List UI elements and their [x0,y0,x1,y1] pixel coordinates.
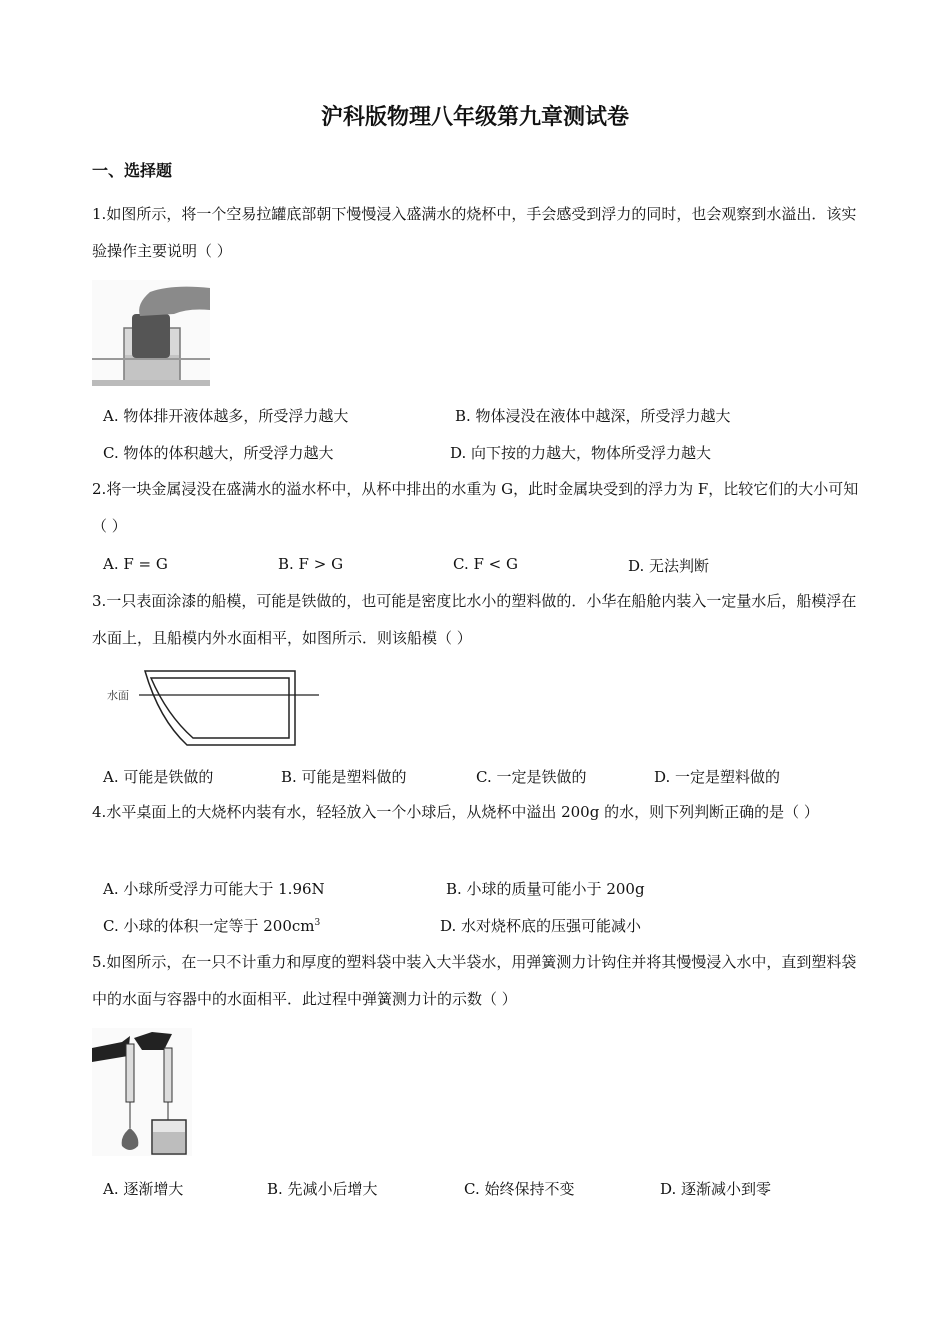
question-1 [92,196,867,270]
option-a[interactable]: A. 物体排开液体越多，所受浮力越大 [103,407,349,425]
question-5 [92,944,867,1018]
option-a[interactable]: A. 小球所受浮力可能大于 1.96N [103,880,325,898]
page-title: 沪科版物理八年级第九章测试卷 [320,105,629,130]
question-number: 1. [92,205,107,223]
option-d[interactable]: D. 逐渐减小到零 [660,1180,772,1198]
question-3 [92,583,867,657]
section-heading: 一、选择题 [92,161,173,180]
option-a[interactable]: A. 逐渐增大 [103,1180,184,1198]
question-number: 3. [92,592,107,610]
can-in-beaker-photo [92,280,210,386]
option-c[interactable]: C. 始终保持不变 [464,1180,575,1198]
question-number: 4. [92,803,107,821]
option-c[interactable]: C. 一定是铁做的 [476,768,587,786]
option-d[interactable]: D. 一定是塑料做的 [654,768,781,786]
option-c-text: C. 小球的体积一定等于 200cm [103,917,315,935]
spring-scale-photo [92,1028,192,1156]
question-text: 如图所示，将一个空易拉罐底部朝下慢慢浸入盛满水的烧杯中，手会感受到浮力的同时，也会观察到水溢出．该实验操作主要说明（ ） [92,205,857,260]
option-d[interactable]: D. 无法判断 [628,557,710,575]
option-c[interactable]: C. F < G [453,555,518,573]
option-b[interactable]: B. 小球的质量可能小于 200g [446,880,645,898]
water-surface-label: 水面 [107,689,129,702]
option-c[interactable]: C. 物体的体积越大，所受浮力越大 [103,444,334,462]
option-b[interactable]: B. 物体浸没在液体中越深，所受浮力越大 [455,407,731,425]
question-number: 5. [92,953,107,971]
question-number: 2. [92,480,107,498]
option-b[interactable]: B. 先减小后增大 [267,1180,378,1198]
question-text: 水平桌面上的大烧杯内装有水，轻轻放入一个小球后，从烧杯中溢出 200g 的水，则下列判断正确的是（ ） [106,803,819,821]
option-a[interactable]: A. 可能是铁做的 [103,768,214,786]
option-d[interactable]: D. 水对烧杯底的压强可能减小 [440,917,642,935]
boat-model-diagram [105,667,325,749]
question-text: 如图所示，在一只不计重力和厚度的塑料袋中装入大半袋水，用弹簧测力计钩住并将其慢慢浸入水中，直到塑料袋中的水面与容器中的水面相平．此过程中弹簧测力计的示数（ ） [92,953,857,1008]
option-b[interactable]: B. 可能是塑料做的 [281,768,407,786]
question-2 [92,471,867,545]
option-a[interactable]: A. F = G [103,555,168,573]
option-b[interactable]: B. F > G [278,555,344,573]
option-c[interactable] [103,915,320,936]
question-text: 将一块金属浸没在盛满水的溢水杯中，从杯中排出的水重为 G，此时金属块受到的浮力为 F，比较它们的大小可知（ ） [92,480,859,535]
question-text: 一只表面涂漆的船模，可能是铁做的，也可能是密度比水小的塑料做的．小华在船舱内装入一定量水后，船模浮在水面上，且船模内外水面相平，如图所示．则该船模（ ） [92,592,857,647]
option-d[interactable]: D. 向下按的力越大，物体所受浮力越大 [450,444,712,462]
superscript: 3 [314,918,321,928]
question-4 [92,794,867,831]
